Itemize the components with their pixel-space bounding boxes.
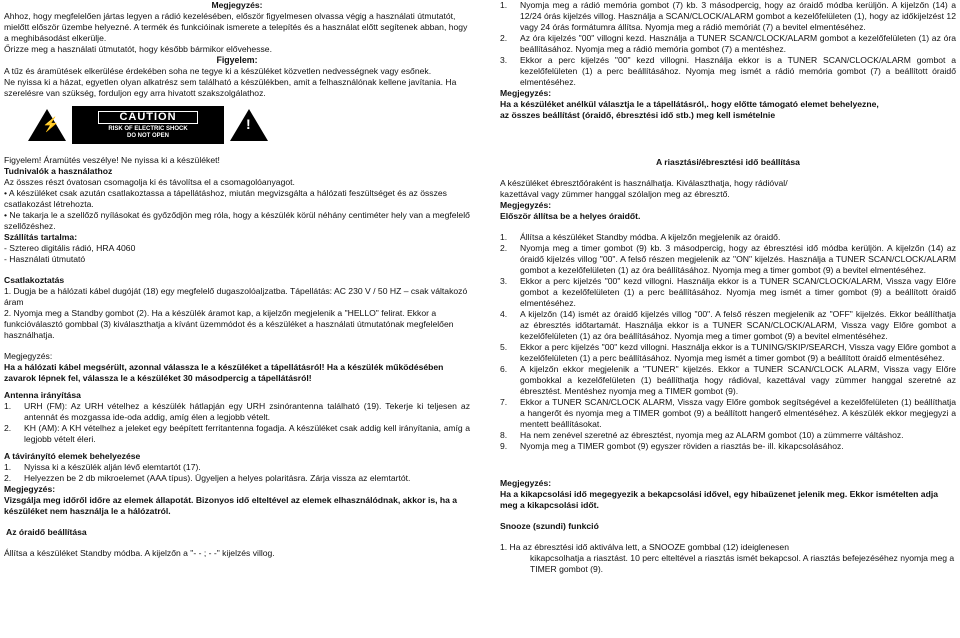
connect-step-2: 2. Nyomja meg a Standby gombot (2). Ha a készülék áramot kap, a kijelzőn megjelenik a "HELLO" felirat. Ekkor a funkcióválasztó gombbal (3) kiválaszthatja a kívánt üzemmódot és a készüléket a használati útmutatónak megfelelően használhatja. <box>4 308 454 340</box>
alarm-intro-2: kazettával vagy zümmer hanggal szólaljon meg az ébresztő. <box>500 189 730 199</box>
connect-title: Csatlakoztatás <box>4 275 65 285</box>
warning-text: A tűz és áramütések elkerülése érdekében soha ne tegye ki a készüléket közvetlen nedvességnek vagy esőnek. <box>4 66 432 76</box>
usage-text-3: • Ne takarja le a szellőző nyílásokat és győződjön meg róla, hogy a készülék körül néhány centiméter hely van a megfelelő szellőzéshez. <box>4 210 470 231</box>
note2-title: Megjegyzés: <box>500 200 552 210</box>
list-item: 3. Ekkor a perc kijelzés "00" kezd villogni. Használja ekkor is a TUNER SCAN/CLOCK/ALARM gombot a kezelőfelületen (1) a perc beállításához. Nyomja meg ismét a rádió memória gombot (7) a beállított óraidő elmentéséhez. <box>500 55 956 87</box>
delivery-title: Szállítás tartalma: <box>4 232 78 242</box>
delivery-item-2: - Használati útmutató <box>4 254 86 264</box>
list-item: 7. Ekkor a TUNER SCAN/CLOCK ALARM, Vissza vagy Előre gombok segítségével a kezelőfelületen (1) beállíthatja a hangerőt és nyomja meg a TIMER gombot (9) a beállított hangerő elmentéséhez. A készülék ekkor megjegyzi a mentett beállításokat. <box>500 397 956 429</box>
warning-title: Figyelem: <box>216 55 258 65</box>
list-item: 1. Nyissa ki a készülék alján lévő elemtartót (17). <box>4 462 201 472</box>
caution-heading: CAUTION <box>98 111 198 124</box>
note3-text: Ha a kikapcsolási idő megegyezik a bekapcsolási idővel, egy hibaüzenet jelenik meg. Ekkor ismételten adja meg a kikapcsolási időt. <box>500 489 938 510</box>
caution-line2: DO NOT OPEN <box>126 132 169 139</box>
list-item: 3. Ekkor a perc kijelzés "00" kezd villogni. Használja ekkor is a TUNER SCAN/CLOCK/ALARM, Vissza vagy Előre gombot a kezelőfelületen (1) a perc beállításához. Nyomja meg ismét a timer gombot (9) a beállított óraidő elmentéséhez. <box>500 276 956 308</box>
caution-box <box>72 106 224 144</box>
note1-text-2: az összes beállítást (óraidő, ébresztési idő stb.) meg kell ismételnie <box>500 110 776 120</box>
left-column <box>4 0 470 559</box>
shock-warning-text: Figyelem! Áramütés veszélye! Ne nyissa ki a készüléket! <box>4 155 220 165</box>
snooze-item-line1: 1. Ha az ébresztési idő aktiválva lett, a SNOOZE gombbal (12) ideiglenesen <box>500 542 789 552</box>
alarm-intro-1: A készüléket ébresztőóraként is használhatja. Kiválaszthatja, hogy rádióval/ <box>500 178 788 188</box>
right-column <box>500 0 956 575</box>
list-item: 1. Nyomja meg a rádió memória gombot (7) kb. 3 másodpercig, hogy az óraidő módba kerüljön. A kijelzőn (14) a 12/24 órás kijelzés villog. Használja a SCAN/CLOCK/ALARM gombot a kezelőfelületen (1), hogy az időkijelzést 12 vagy 24 órás formátumra állítsa. Nyomja meg a rádió memóriát (7) a bevitel elmentéséhez. <box>500 0 956 32</box>
note3-title: Megjegyzés: <box>4 484 56 494</box>
caution-label <box>28 105 268 145</box>
list-item: 5. Ekkor a perc kijelzés "00" kezd villogni. Használja ekkor is a TUNING/SKIP/SEARCH, Vissza vagy Előre gombot a kezelőfelületen (1) a perc beállításához. Nyomja meg ismét a timer gombot (9) a beállított óraidő elmentéséhez. <box>500 342 956 363</box>
clock-title: Az óraidő beállítása <box>6 527 87 537</box>
intro-paragraph: Ahhoz, hogy megfelelően jártas legyen a rádió kezelésében, először figyelmesen olvassa végig a használati útmutatót, mielőtt először üzembe helyezné. A termék és funkcióinak ismerete a telepítés és a használat előtt segítenek abban, hogy a meghibásodást elkerülje. <box>4 11 468 43</box>
alarm-title: A riasztási/ébresztési idő beállítása <box>656 157 800 167</box>
list-item: 9. Nyomja meg a TIMER gombot (9) egyszer röviden a riasztás be- ill. kikapcsolásához. <box>500 441 844 451</box>
snooze-title: Snooze (szundi) funkció <box>500 521 599 531</box>
list-item: 1. Állítsa a készüléket Standby módba. A kijelzőn megjelenik az óraidő. <box>500 232 781 242</box>
remote-title: A távirányító elemek behelyezése <box>4 451 141 461</box>
keep-manual-text: Őrizze meg a használati útmutatót, hogy később bármikor elővehesse. <box>4 44 272 54</box>
list-item: 2. Az óra kijelzés "00" villogni kezd. Használja a TUNER SCAN/CLOCK/ALARM gombot a kezelőfelületen (1) az óra beállításához. Nyomja meg a rádió memória gombot (7) a mentéshez. <box>500 33 956 54</box>
note1-text-1: Ha a készüléket anélkül választja le a tápellátásról,. hogy előtte támogató elemet behelyezne, <box>500 99 879 109</box>
clock-steps-list <box>500 0 956 88</box>
note2-title: Megjegyzés: <box>4 351 53 361</box>
exclamation-warning-icon: ! <box>230 109 268 141</box>
note2-text: Ha a hálózati kábel megsérült, azonnal válassza le a készüléket a tápellátásról! Ha a készülék működésében zavarok lépnek fel, válassza le a készüléket 30 másodpercig a tápellátásról! <box>4 362 444 383</box>
list-item: 2. Nyomja meg a timer gombot (9) kb. 3 másodpercig, hogy az ébresztési idő módba kerüljön. A kijelzőn (14) az óraidő kijelzés villog "00". A felső részen megjelenik az "ON" kijelzés. Használja a TUNER SCAN/CLOCK/ALARM gombot a kezelőfelületen (1) az óra beállításához. Nyomja meg a timer gombot (9) a bevitel elmentéséhez. <box>500 243 956 275</box>
warning-text-housing: Ne nyissa ki a házat, egyetlen olyan alkatrész sem található a készülékben, amit a felhasználónak kellene javítania. Ha szerelésre van szükség, forduljon egy arra hivatott szakszolgálathoz. <box>4 77 457 98</box>
note1-title: Megjegyzés: <box>500 88 552 98</box>
note3-title: Megjegyzés: <box>500 478 552 488</box>
list-item: 2. KH (AM): A KH vételhez a jeleket egy beépített ferritantenna fogadja. A készüléket csak addig kell irányítania, amíg a legjobb vételt éleri. <box>4 423 470 444</box>
caution-line1: RISK OF ELECTRIC SHOCK <box>108 125 188 132</box>
alarm-steps-list <box>500 232 956 452</box>
clock-text: Állítsa a készüléket Standby módba. A kijelzőn a "- - ; - -" kijelzés villog. <box>4 548 275 558</box>
list-item: 1. URH (FM): Az URH vételhez a készülék hátlapján egy URH zsinórantenna található (19). Tekerje ki teljesen az antennát és mozgassa ide-oda addig, amíg élen a legjobb vételt. <box>4 401 470 422</box>
usage-text-1: Az összes részt óvatosan csomagolja ki és távolítsa el a csomagolóanyagot. <box>4 177 295 187</box>
list-item: 4. A kijelzőn (14) ismét az óraidő kijelzés villog "00". A felső részen megjelenik az "OFF" kijelzés. Ekkor beállíthatja az ébresztés időtartamát. Használja ekkor is a TUNER SCAN/CLOCK/ALARM, Vissza vagy Előre gombot a kezelőfelületen (1) az óra beállításához. Nyomja meg a timer gombot (9) a bevitel elmentéséhez. <box>500 309 956 341</box>
note3-text: Vizsgálja meg időről időre az elemek állapotát. Bizonyos idő elteltével az elemek elhasználódnak, akkor is, ha a készüléket nem használja le a hálózatról. <box>4 495 458 516</box>
lightning-warning-icon: ⚡ <box>28 109 66 141</box>
antenna-title: Antenna irányítása <box>4 390 81 400</box>
note-title: Megjegyzés: <box>211 0 263 10</box>
connect-step-1: 1. Dugja be a hálózati kábel dugóját (18) egy megfelelő dugaszolóaljzatba. Tápellátás: AC 230 V / 50 HZ – csak váltakozó áram <box>4 286 468 307</box>
list-item: 2. Helyezzen be 2 db mikroelemet (AAA típus). Ügyeljen a helyes polaritásra. Zárja vissza az elemtartót. <box>4 473 411 483</box>
delivery-item-1: - Sztereo digitális rádió, HRA 4060 <box>4 243 136 253</box>
antenna-list <box>4 401 470 445</box>
snooze-item-rest: kikapcsolhatja a riasztást. 10 perc elteltével a riasztás ismét bekapcsol. A riasztás befejezéséhez nyomja meg a TIMER gombot (9). <box>530 553 955 574</box>
list-item: 8. Ha nem zenével szeretné az ébresztést, nyomja meg az ALARM gombot (10) a zümmerre váltáshoz. <box>500 430 904 440</box>
usage-text-2: • A készüléket csak azután csatlakoztassa a tápellátáshoz, miután megvizsgálta a hálózati feszültséget és az összes csatlakozást létrehozta. <box>4 188 447 209</box>
note2-text: Először állítsa be a helyes óraidőt. <box>500 211 641 221</box>
usage-title: Tudnivalók a használathoz <box>4 166 113 176</box>
remote-list <box>4 462 470 484</box>
list-item: 6. A kijelzőn ekkor megjelenik a "TUNER" kijelzés. Ekkor a TUNER SCAN/CLOCK ALARM, Vissza vagy Előre gombokkal a kezelőfelületen (1) beállíthatja hogy rádióval, kazettával vagy zümmer hanggal szeretné az ébresztést. Mentéshez nyomja meg a TIMER gombot (9). <box>500 364 956 396</box>
